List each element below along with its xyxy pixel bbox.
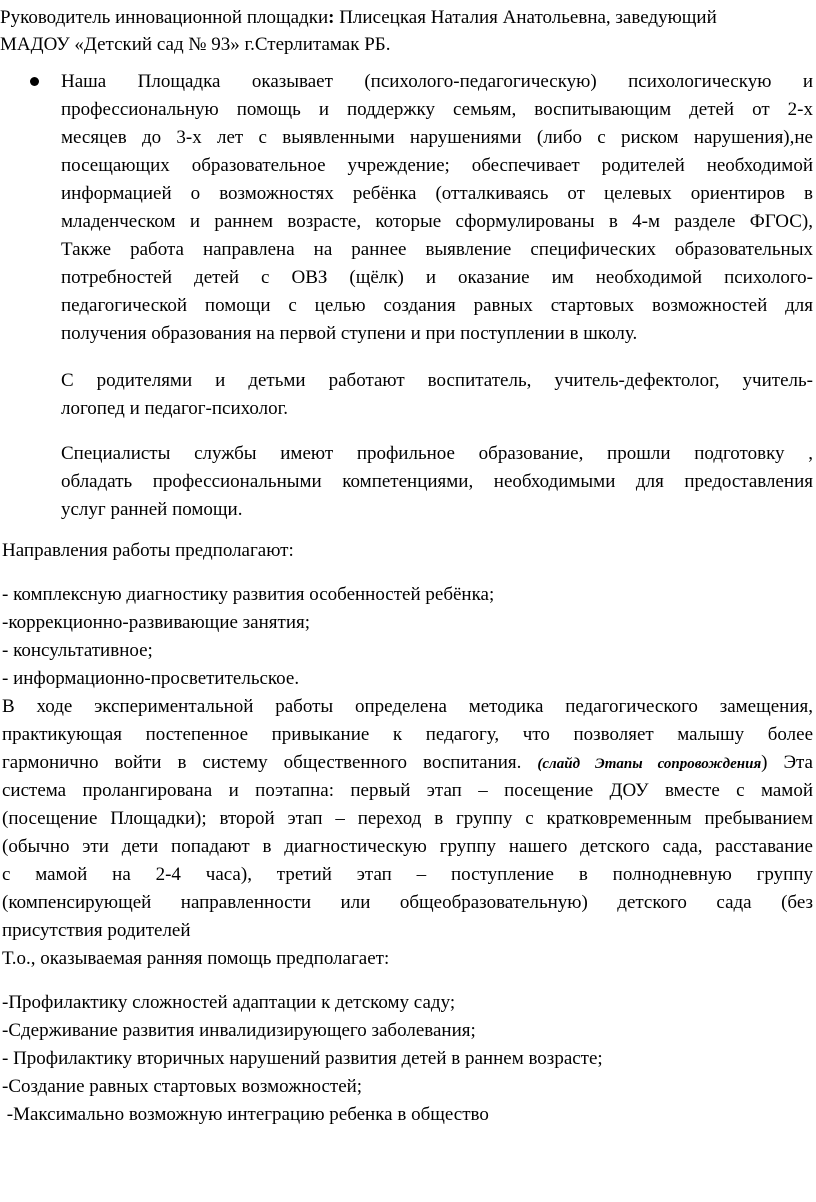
summary-item: -Максимально возможную интеграцию ребенка в общество <box>2 1104 489 1125</box>
summary-item: -Создание равных стартовых возможностей; <box>2 1076 363 1097</box>
summary-item: - Профилактику вторичных нарушений развития детей в раннем возрасте; <box>2 1048 603 1069</box>
bullet-paragraph-line: получения образования на первой ступени и при поступлении в школу. <box>61 323 638 344</box>
bullet-paragraph-line: посещающих образовательное учреждение; обеспечивает родителей необходимой <box>61 155 813 176</box>
directions-heading: Направления работы предполагают: <box>2 540 294 561</box>
staff-paragraph-line: С родителями и детьми работают воспитатель, учитель-дефектолог, учитель- <box>61 370 813 391</box>
experiment-paragraph-line: практикующая постепенное привыкание к педагогу, что позволяет малышу более <box>2 724 813 745</box>
directions-item: - информационно-просветительское. <box>2 668 300 689</box>
header-colon: : <box>328 7 335 28</box>
experiment-paragraph-line: с мамой на 2-4 часа), третий этап – поступление в полнодневную группу <box>2 864 813 885</box>
directions-item: -коррекционно-развивающие занятия; <box>2 612 310 633</box>
specialists-paragraph-line: Специалисты службы имеют профильное образование, прошли подготовку , <box>61 443 813 464</box>
experiment-paragraph-line: присутствия родителей <box>2 920 191 941</box>
directions-item: - консультативное; <box>2 640 153 661</box>
bullet-paragraph-line: информацией о возможностях ребёнка (отталкиваясь от целевых ориентиров в <box>61 183 813 204</box>
experiment-paragraph-line <box>2 751 813 774</box>
summary-item: -Сдерживание развития инвалидизирующего заболевания; <box>2 1020 476 1041</box>
summary-item: -Профилактику сложностей адаптации к детскому саду; <box>2 992 456 1013</box>
summary-heading: Т.о., оказываемая ранняя помощь предполагает: <box>2 948 390 969</box>
bullet-paragraph-line: младенческом и раннем возрасте, которые сформулированы в 4-м разделе ФГОС), <box>61 211 813 232</box>
header-line-1-prefix: Руководитель инновационной площадки <box>0 7 329 28</box>
experiment-line-3-prefix: гармонично войти в систему общественного воспитания. <box>2 752 538 773</box>
experiment-paragraph-line: (компенсирующей направленности или общеобразовательную) детского сада (без <box>2 892 813 913</box>
bullet-paragraph-line: педагогической помощи с целью создания равных стартовых возможностей для <box>61 295 813 316</box>
staff-paragraph-line: логопед и педагог-психолог. <box>61 398 289 419</box>
slide-note: (слайд Этапы сопровождения <box>537 756 762 772</box>
header-line-1 <box>0 6 717 29</box>
experiment-paragraph-line: система пролангирована и поэтапна: первый этап – посещение ДОУ вместе с мамой <box>2 780 813 801</box>
header-line-1-rest: Плисецкая Наталия Анатольевна, заведующий <box>334 7 717 28</box>
bullet-paragraph-line: Также работа направлена на раннее выявление специфических образовательных <box>61 239 813 260</box>
bullet-paragraph-line: профессиональную помощь и поддержку семьям, воспитывающим детей от 2-х <box>61 99 813 120</box>
bullet-paragraph-line: месяцев до 3-х лет с выявленными нарушениями (либо с риском нарушения),не <box>61 127 813 148</box>
experiment-paragraph-line: (обычно эти дети попадают в диагностическую группу нашего детского сада, расставание <box>2 836 813 857</box>
bullet-icon <box>30 77 39 86</box>
bullet-paragraph-line: Наша Площадка оказывает (психолого-педагогическую) психологическую и <box>61 71 813 92</box>
specialists-paragraph-line: услуг ранней помощи. <box>61 499 243 520</box>
directions-item: - комплексную диагностику развития особенностей ребёнка; <box>2 584 495 605</box>
experiment-line-3-suffix: ) Эта <box>761 752 813 773</box>
experiment-paragraph-line: (посещение Площадки); второй этап – переход в группу с кратковременным пребыванием <box>2 808 813 829</box>
experiment-paragraph-line: В ходе экспериментальной работы определена методика педагогического замещения, <box>2 696 813 717</box>
header-line-2: МАДОУ «Детский сад № 93» г.Стерлитамак РБ. <box>0 34 391 55</box>
bullet-paragraph-line: потребностей детей с ОВЗ (щёлк) и оказание им необходимой психолого- <box>61 267 813 288</box>
specialists-paragraph-line: обладать профессиональными компетенциями, необходимыми для предоставления <box>61 471 813 492</box>
